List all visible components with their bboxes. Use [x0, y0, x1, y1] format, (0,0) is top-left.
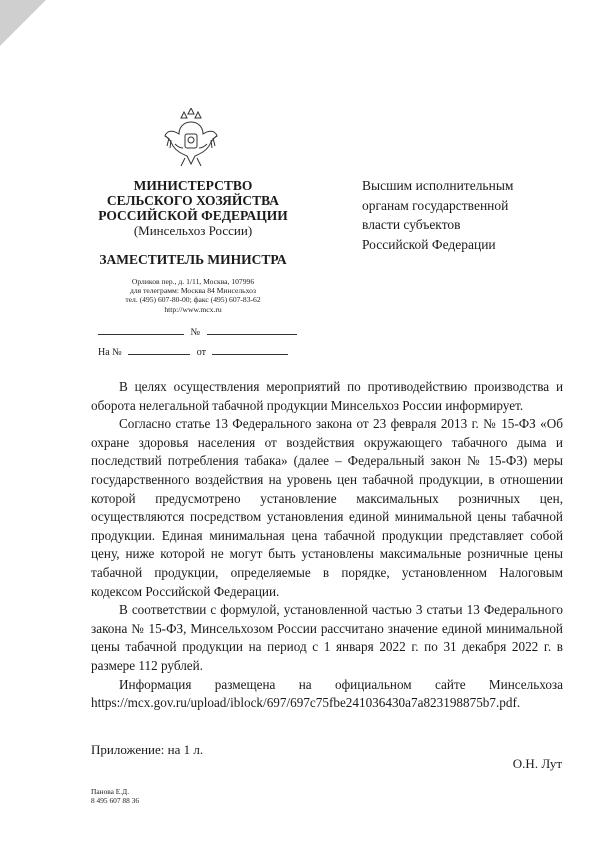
- ministry-name-line2: СЕЛЬСКОГО ХОЗЯЙСТВА: [106, 193, 280, 208]
- address-line: для телеграмм: Москва 84 Минсельхоз: [130, 286, 256, 296]
- recipient-block: [362, 176, 562, 254]
- ministry-name-line1: МИНИСТЕРСТВО: [133, 178, 253, 193]
- body-paragraph: В целях осуществления мероприятий по противодействию производства и оборота нелегальной табачной продукции Минсельхоз России информирует.: [91, 379, 563, 413]
- body-paragraph: В соответствии с формулой, установленной частью 3 статьи 13 Федерального закона № 15-ФЗ, Минсельхозом России рассчитано значение единой минимальной цены табачной продукции на период с 1 января 2022 г. по 31 декабря 2022 г. в размере 112 рублей.: [91, 602, 563, 673]
- outgoing-reference-line: [98, 325, 297, 338]
- letter-body: [91, 378, 563, 713]
- recipient-line: власти субъектов: [362, 217, 461, 232]
- executor-info: [91, 787, 139, 806]
- recipient-line: органам государственной: [362, 197, 509, 213]
- incoming-date-label: от: [196, 347, 206, 358]
- executor-name: Панова Е.Д.: [91, 787, 130, 796]
- address-line: Орликов пер., д. 1/11, Москва, 107996: [131, 277, 255, 286]
- page-corner-shadow: [0, 0, 46, 46]
- executor-phone: 8 495 607 88 36: [91, 796, 140, 806]
- signatory-name: О.Н. Лут: [512, 756, 562, 771]
- recipient-line: Высшим исполнительным: [362, 178, 514, 193]
- ministry-short-name: (Минсельхоз России): [133, 223, 253, 238]
- incoming-reference-line: [98, 345, 288, 358]
- incoming-number-label: На №: [98, 347, 122, 358]
- ministry-address: [88, 277, 298, 314]
- incoming-number-blank: [128, 345, 190, 355]
- incoming-date-blank: [212, 345, 288, 355]
- recipient-line: Российской Федерации: [362, 236, 496, 252]
- body-paragraph: Согласно статье 13 Федерального закона от 23 февраля 2013 г. № 15-ФЗ «Об охране здоровья населения от воздействия окружающего табачного дыма и последствий потребления табака» (далее – Федеральный закон № 15-ФЗ) меры государственного воздействия на уровень цен табачной продукции, в отношении которой предусмотрено установление максимальных розничных цен, осуществляются посредством установления единой минимальной цены табачной продукции. Единая минимальная цена табачной продукции представляет собой цену, ниже которой не могут быть установлены максимальные розничные цены табачной продукции, определяемые в порядке, установленном Налоговым кодексом Российской Федерации.: [91, 416, 563, 599]
- outgoing-date-blank: [98, 325, 184, 335]
- body-paragraph-with-link: Информация размещена на официальном сайте Минсельхоза https://mcx.gov.ru/upload/iblock/697/697c75fbe241036430a7a823198875b7.pdf.: [91, 676, 563, 711]
- letterhead: [88, 178, 298, 314]
- outgoing-number-blank: [207, 325, 297, 335]
- address-line: тел. (495) 607-80-00; факс (495) 607-83-62: [125, 295, 261, 305]
- deputy-minister-title: ЗАМЕСТИТЕЛЬ МИНИСТРА: [99, 252, 287, 267]
- coat-of-arms-emblem-icon: [163, 108, 219, 170]
- attachment-note: Приложение: на 1 л.: [91, 742, 204, 757]
- outgoing-number-label: №: [190, 327, 201, 338]
- ministry-name-line3: РОССИЙСКОЙ ФЕДЕРАЦИИ: [98, 208, 288, 223]
- address-line: http://www.mcx.ru: [164, 304, 222, 314]
